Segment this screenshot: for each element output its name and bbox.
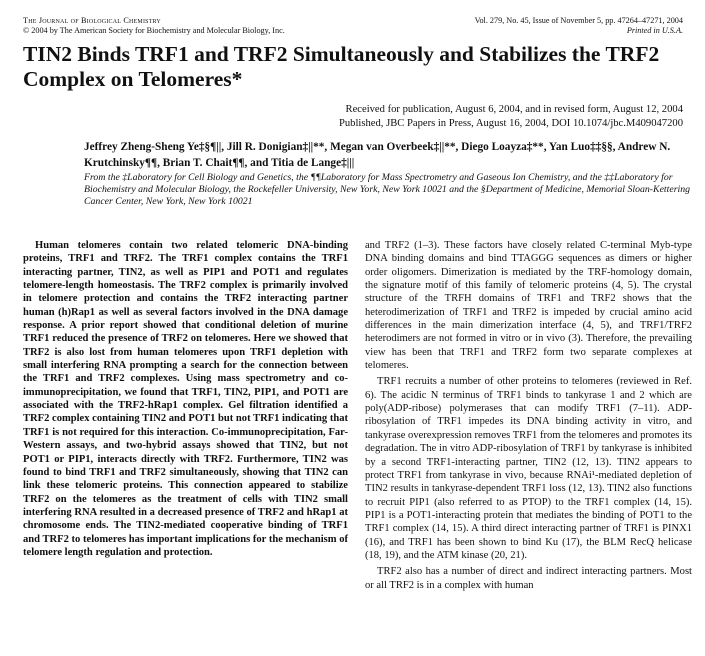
- body-column-right: [365, 239, 692, 592]
- published-line: Published, JBC Papers in Press, August 16, 2004, DOI 10.1074/jbc.M409047200: [338, 117, 683, 129]
- copyright-line: © 2004 by The American Society for Biochemistry and Molecular Biology, Inc.: [23, 26, 285, 35]
- body-paragraph: TRF1 recruits a number of other proteins to telomeres (reviewed in Ref. 6). The acidic N terminus of TRF1 binds to tankyrase 1 and 2 which are poly(ADP-ribose) polymerases that can modify TRF1 (7–11). ADP-ribosylation of TRF1 impedes its DNA binding activity in vitro, and tankyrase overexpression removes TRF1 from the telomeres and promotes its degradation. The in vitro ADP-ribosylation of TRF1 by tankyrase is inhibited by a second TRF1-interacting partner, TIN2 (12, 13). TIN2 appears to protect TRF1 from tankyrase in vivo, because RNAi¹-mediated depletion of TIN2 results in tankyrase-dependent TRF1 loss (12, 13). TIN2 also functions to recruit PIP1 (also referred to as PTOP) to the TRF1 complex (14, 15). PIP1 is a POT1-interacting protein that mediates the binding of POT1 to the TRF1 complex (14, 15). A third direct interacting partner of TRF1 is PINX1 (16), and TRF1 has been shown to bind Ku (17), the BLM RecQ helicase (18, 19), and the ATM kinase (20, 21).: [365, 376, 692, 561]
- paper-title: TIN2 Binds TRF1 and TRF2 Simultaneously and Stabilizes the TRF2 Complex on Telomeres*: [23, 42, 660, 91]
- received-dates: [123, 103, 683, 130]
- journal-name: The Journal of Biological Chemistry: [23, 16, 161, 25]
- received-line: Received for publication, August 6, 2004, and in revised form, August 12, 2004: [345, 104, 683, 115]
- body-paragraph: and TRF2 (1–3). These factors have closely related C-terminal Myb-type DNA binding domains and bind TTAGGG sequences as dimers or higher order oligomers. Dimerization is mediated by the TRF-homology domain, the signature motif of this family of telomeric proteins (4, 5). The crystal structure of the TRFH domains of TRF1 and TRF2 shows that the heterodimerization of TRF1 and TRF2 is impeded by crucial amino acid differences in the main dimerization interface (4, 5), and TRF1/TRF2 heterodimers are not formed in vitro or in vivo (3). Therefore, the prevailing view has been that TRF1 and TRF2 form two separate complexes at telomeres.: [365, 240, 692, 372]
- abstract-column: [23, 239, 348, 559]
- affiliations: From the ‡Laboratory for Cell Biology and Genetics, the ¶¶Laboratory for Mass Spectrometry and Gaseous Ion Chemistry, and the ‡‡Laboratory for Biochemistry and Molecular Biology, the Rockefeller University, New York, New York 10021 and the §Department of Medicine, Memorial Sloan-Kettering Cancer Center, New York, New York 10021: [84, 172, 691, 208]
- volume-line: Vol. 279, No. 45, Issue of November 5, pp. 47264–47271, 2004: [474, 16, 683, 25]
- abstract-text: Human telomeres contain two related telomeric DNA-binding proteins, TRF1 and TRF2. The TRF1 complex contains the TRF1 interacting partner, TIN2, as well as PIP1 and POT1 and regulates telomere-length homeostasis. The TRF2 complex is primarily involved in telomere protection and contains the TRF2 interacting partner human (h)Rap1 as well as several factors involved in the DNA damage response. A prior report showed that conditional deletion of murine TRF1 reduced the presence of TRF2 on telomeres. Here we showed that TRF2 is also lost from human telomeres upon TRF1 depletion with small interfering RNA prompting a search for the connection between the TRF1 and TRF2 complexes. Using mass spectrometry and co-immunoprecipitation, we found that TRF1, TIN2, PIP1, and POT1 are associated with the TRF2-hRap1 complex. Gel filtration identified a TRF2 complex containing TIN2 and POT1 but not TRF1 indicating that TRF1 is not required for this interaction. Co-immunoprecipitation, Far-Western assays, and two-hybrid assays showed that TIN2, but not POT1 or PIP1, interacts directly with TRF2. Furthermore, TIN2 was found to bind TRF1 and TRF2 simultaneously, showing that TIN2 can link these telomeric proteins. This connection appeared to stabilize TRF2 on the telomeres as the treatment of cells with TIN2 small interfering RNA resulted in a decreased presence of TRF2 and hRap1 at chromosome ends. The TIN2-mediated cooperative binding of TRF1 and TRF2 to telomeres has important implications for the mechanism of telomere length regulation and protection.: [23, 240, 348, 558]
- author-list: Jeffrey Zheng-Sheng Ye‡§¶||, Jill R. Donigian‡||**, Megan van Overbeek‡||**, Diego Loayza‡**, Yan Luo‡‡§§, Andrew N. Krutchinsky¶¶, Brian T. Chait¶¶, and Titia de Lange‡|||: [84, 141, 671, 169]
- running-header-left: [23, 16, 285, 36]
- running-header-right: [475, 16, 683, 36]
- printed-line: Printed in U.S.A.: [626, 26, 683, 35]
- body-paragraph: TRF2 also has a number of direct and indirect interacting partners. Most or all TRF2 is in a complex with human: [365, 566, 692, 591]
